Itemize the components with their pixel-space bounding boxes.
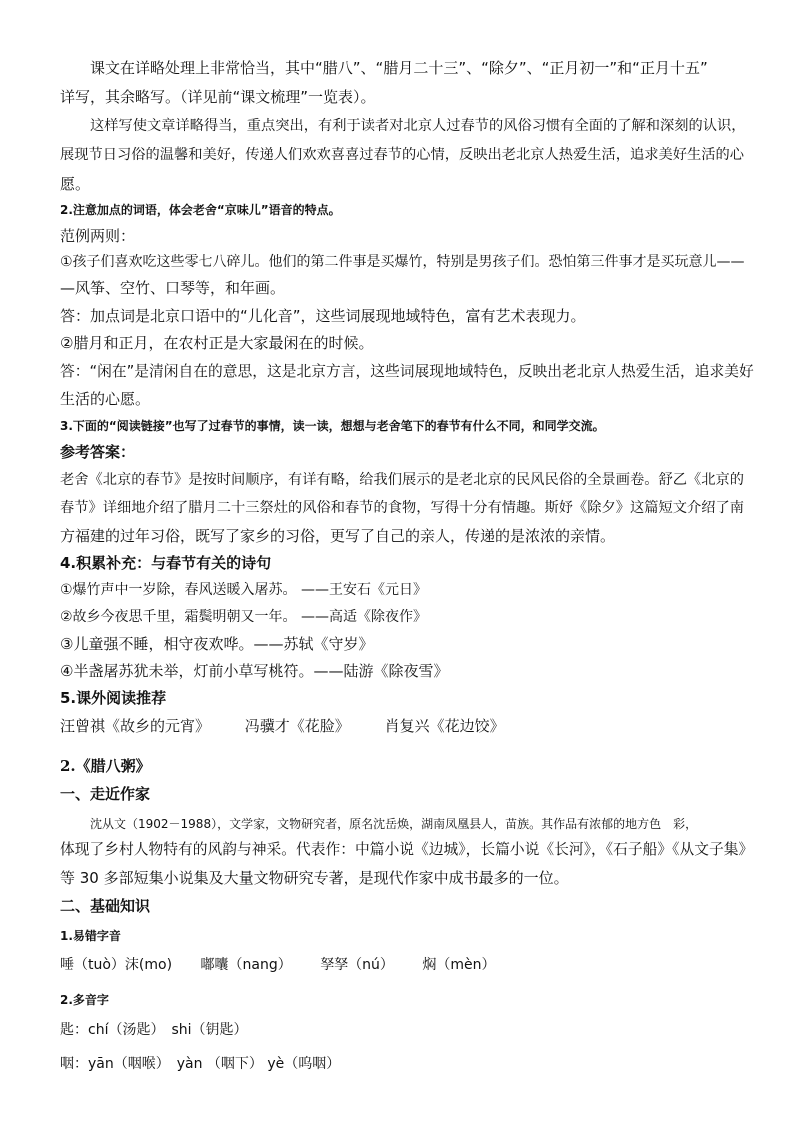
book-2: 冯骥才《花脸》: [244, 717, 350, 735]
q3-reference-label: 参考答案：: [60, 443, 136, 461]
pinyin-item-2: 嘟囔（nang）: [200, 957, 292, 973]
poem-3: ③儿童强不睡，相守夜欢哗。——苏轼《守岁》: [60, 635, 374, 653]
q2-answer2-line1: 答：“闲在”是清闲自在的意思，这是北京方言，这些词展现地域特色，反映出老北京人热爱生活，追求美好: [60, 363, 754, 380]
q3-answer-line2: 春节》详细地介绍了腊月二十三祭灶的风俗和春节的食物，写得十分有情趣。斯妤《除夕》这篇短文介绍了南: [60, 500, 745, 516]
p1-line1: 课文在详略处理上非常恰当，其中“腊八”、“腊月二十三”、“除夕”、“正月初一”和“正月十五”: [90, 59, 708, 77]
book-1: 汪曾祺《故乡的元宵》: [60, 717, 211, 735]
poem-1: ①爆竹声中一岁除，春风送暖入屠苏。 ——王安石《元日》: [60, 582, 427, 598]
author-line1: 沈从文（1902－1988），文学家，文物研究者，原名沈岳焕，湖南凤凰县人，苗族。其作品有浓郁的地方色 彩，: [90, 817, 698, 831]
q2-heading: 2.注意加点的词语，体会老舍“京味儿”语音的特点。: [60, 203, 341, 217]
book-3: 肖复兴《花边饺》: [384, 717, 505, 735]
lesson2-section1: 一、走近作家: [60, 785, 151, 803]
q2-example1-line2: —风筝、空竹、口琴等，和年画。: [60, 279, 286, 297]
p2-line1: 这样写使文章详略得当，重点突出，有利于读者对北京人过春节的风俗习惯有全面的了解和深刻的认识，: [90, 118, 746, 134]
q2-example1-line1: ①孩子们喜欢吃这些零七八碎儿。他们的第二件事是买爆竹，特别是男孩子们。恐怕第三件事才是买玩意儿——: [60, 254, 745, 270]
pinyin-item-3: 孥孥（nú）: [320, 957, 394, 973]
pinyin-item-4: 焖（mèn）: [422, 957, 496, 973]
q2-examples-label: 范例两则：: [60, 227, 136, 245]
pinyin-item-1: 唾（tuò）沫(mo): [60, 957, 173, 973]
p1-line2: 详写，其余略写。（详见前“课文梳理”一览表）。: [60, 88, 376, 106]
lesson2-title: 2.《腊八粥》: [60, 757, 151, 775]
q3-answer-line3: 方福建的过年习俗，既写了家乡的习俗，更写了自己的亲人，传递的是浓浓的亲情。: [60, 527, 616, 545]
lesson2-section2: 二、基础知识: [60, 897, 151, 915]
polyphone-heading: 2.多音字: [60, 993, 109, 1007]
q3-answer-line1: 老舍《北京的春节》是按时间顺序，有详有略，给我们展示的是老北京的民风民俗的全景画卷。舒乙《北京的: [60, 472, 745, 488]
author-line3: 等 30 多部短集小说集及大量文物研究专著，是现代作家中成书最多的一位。: [60, 869, 569, 887]
q5-heading: 5.课外阅读推荐: [60, 689, 167, 707]
poem-4: ④半盏屠苏犹未举，灯前小草写桃符。——陆游《除夜雪》: [60, 662, 449, 680]
pinyin-items: [60, 955, 520, 975]
poem-2: ②故乡今夜思千里，霜鬓明朝又一年。 ——高适《除夜作》: [60, 609, 427, 625]
q2-example2: ②腊月和正月，在农村正是大家最闲在的时候。: [60, 334, 374, 352]
q4-heading: 4.积累补充：与春节有关的诗句: [60, 554, 272, 572]
p2-line2: 展现节日习俗的温馨和美好，传递人们欢欢喜喜过春节的心情，反映出老北京人热爱生活，追求美好生活的心: [60, 147, 745, 163]
q2-answer1: 答：加点词是北京口语中的“儿化音”，这些词展现地域特色，富有艺术表现力。: [60, 307, 586, 325]
pinyin-heading: 1.易错字音: [60, 929, 121, 943]
polyphone-2: 咽：yān（咽喉） yàn （咽下） yè（呜咽）: [60, 1056, 341, 1072]
book-recommendations: [60, 716, 535, 736]
author-line2: 体现了乡村人物特有的风韵与神采。代表作：中篇小说《边城》，长篇小说《长河》，《石子船》《从文子集》: [60, 841, 754, 858]
polyphone-1: 匙：chí（汤匙） shi（钥匙）: [60, 1022, 248, 1038]
q2-answer2-line2: 生活的心愿。: [60, 390, 151, 408]
q3-heading: 3.下面的“阅读链接”也写了过春节的事情，读一读，想想与老舍笔下的春节有什么不同，和同学交流。: [60, 419, 605, 433]
p2-line3: 愿。: [60, 175, 91, 193]
